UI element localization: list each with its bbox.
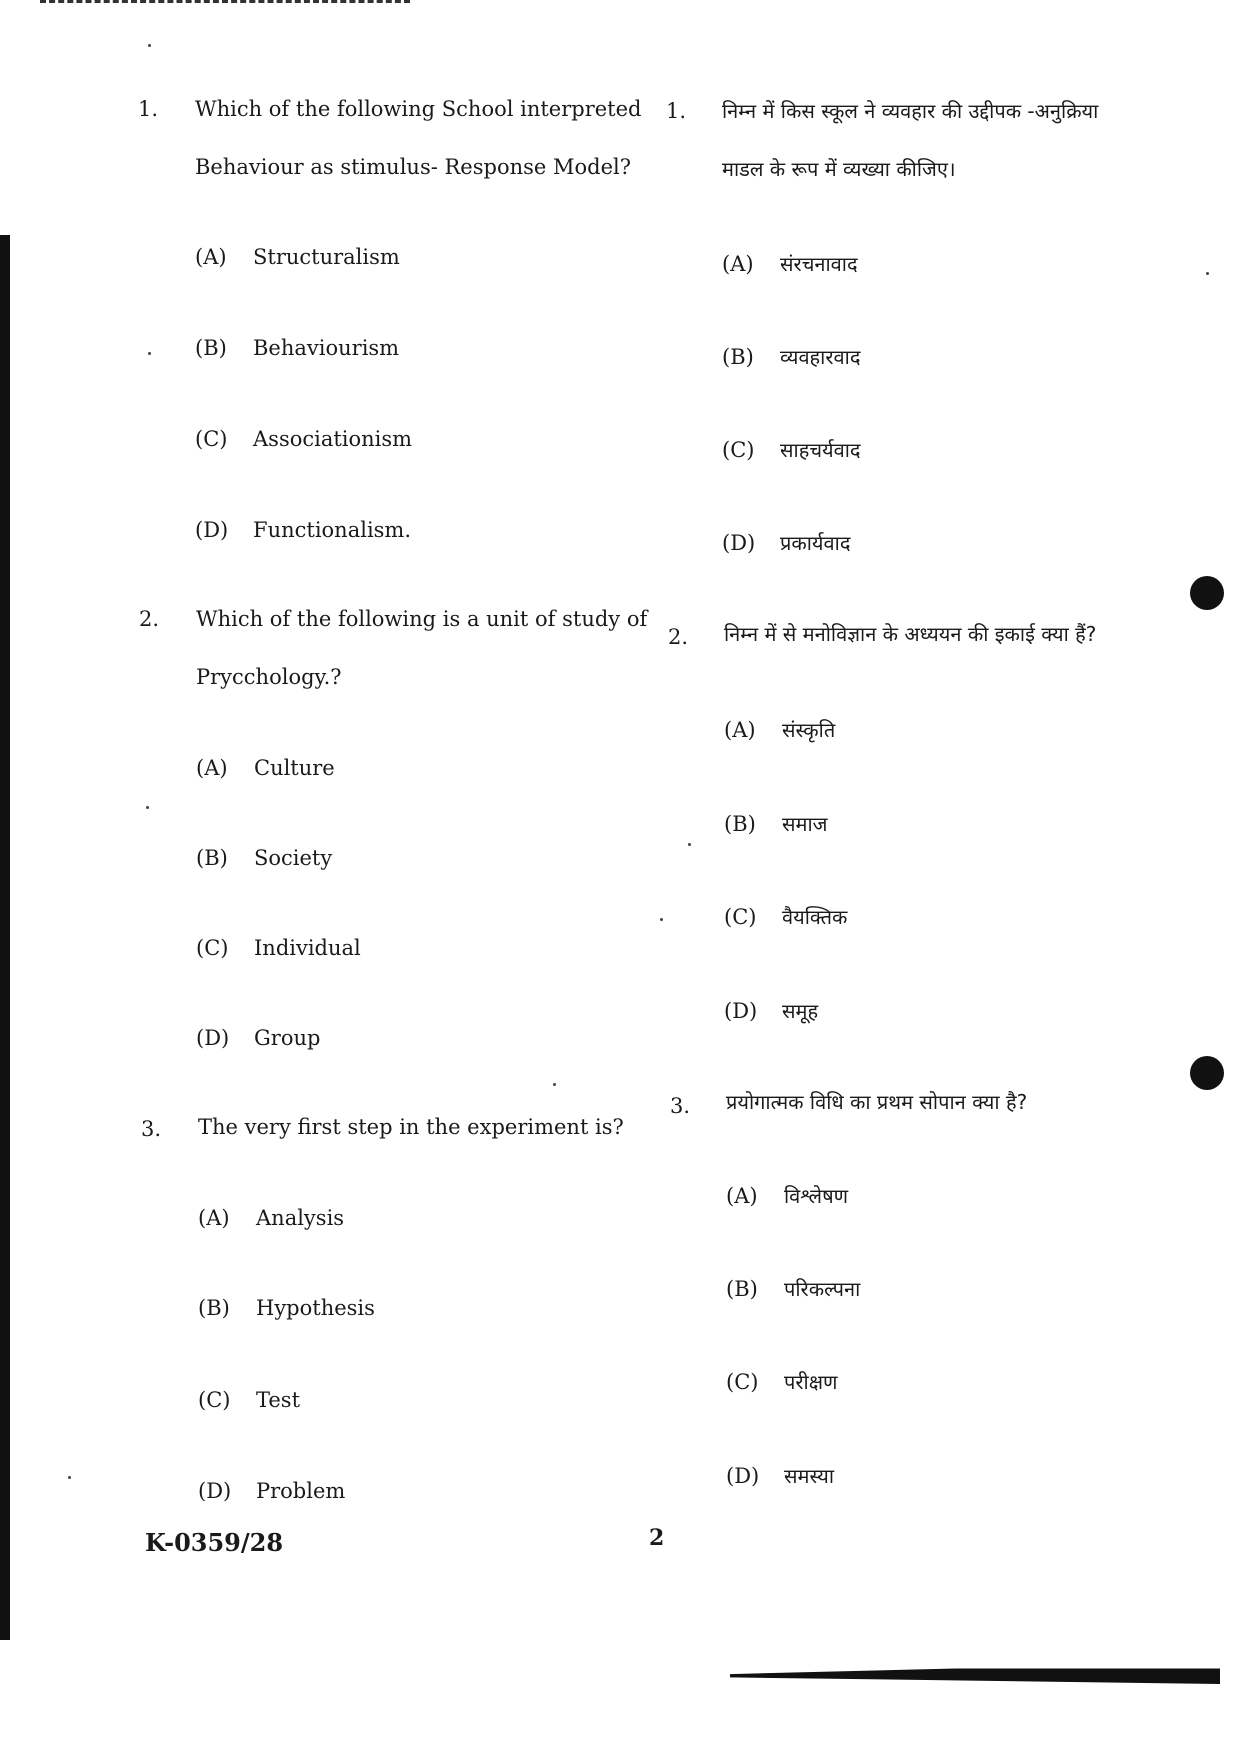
option	[195, 336, 399, 360]
option	[722, 250, 858, 277]
option-letter: (C)	[726, 1370, 759, 1394]
option	[724, 903, 847, 930]
option-letter: (B)	[196, 846, 228, 870]
scan-speck	[553, 1083, 556, 1086]
option-text: Functionalism.	[253, 518, 412, 542]
option	[724, 716, 835, 743]
question-number: 3.	[670, 1094, 691, 1118]
question-text: Which of the following is a unit of study of	[196, 607, 648, 631]
option	[196, 846, 332, 870]
option-letter: (A)	[198, 1206, 230, 1230]
option	[726, 1182, 848, 1209]
option	[196, 936, 361, 960]
option-text: Test	[256, 1388, 301, 1412]
option	[195, 518, 411, 542]
option-text: परीक्षण	[784, 1370, 838, 1394]
option-text: वैयक्तिक	[782, 905, 848, 929]
option-text: Hypothesis	[256, 1296, 375, 1320]
option-text: Behaviourism	[253, 336, 400, 360]
option	[195, 245, 400, 269]
option-letter: (D)	[196, 1026, 230, 1050]
question-number: 2.	[139, 607, 160, 631]
option-text: विश्लेषण	[784, 1184, 849, 1208]
question-number: 3.	[141, 1117, 162, 1141]
option	[195, 427, 412, 451]
question-text: निम्न में से मनोविज्ञान के अध्ययन की इकाई क्या हैं?	[724, 622, 1097, 646]
option-letter: (A)	[196, 756, 228, 780]
option-letter: (C)	[724, 905, 757, 929]
scan-edge-bar	[0, 235, 10, 1640]
option-text: Society	[254, 846, 333, 870]
option-letter: (B)	[726, 1277, 758, 1301]
option-text: प्रकार्यवाद	[780, 531, 851, 555]
option-letter: (B)	[722, 345, 754, 369]
page-number: 2	[649, 1525, 665, 1551]
question-number: 1.	[666, 99, 687, 123]
option	[196, 1026, 320, 1050]
scan-speck	[146, 806, 149, 809]
option-text: व्यवहारवाद	[780, 345, 861, 369]
scan-speck	[148, 44, 151, 47]
option-text: Problem	[256, 1479, 346, 1503]
option-text: Culture	[254, 756, 335, 780]
question-text: Which of the following School interpreted	[195, 97, 642, 121]
option-text: Group	[254, 1026, 321, 1050]
question-text: Prycchology.?	[196, 665, 342, 689]
option-letter: (A)	[195, 245, 227, 269]
option	[196, 756, 335, 780]
option-letter: (C)	[198, 1388, 231, 1412]
option	[726, 1368, 838, 1395]
question-number: 2.	[668, 625, 689, 649]
paper-code: K-0359/28	[145, 1528, 284, 1557]
option-letter: (C)	[722, 438, 755, 462]
option	[198, 1479, 345, 1503]
option-text: संस्कृति	[782, 718, 836, 742]
option-letter: (B)	[198, 1296, 230, 1320]
option	[722, 343, 860, 370]
option	[726, 1275, 860, 1302]
option-letter: (D)	[726, 1464, 760, 1488]
scan-speck	[1206, 272, 1209, 275]
question-text: The very first step in the experiment is?	[198, 1115, 624, 1139]
question-text: निम्न में किस स्कूल ने व्यवहार की उद्दीपक -अनुक्रिया	[722, 99, 1099, 123]
question-text: प्रयोगात्मक विधि का प्रथम सोपान क्या है?	[726, 1090, 1028, 1114]
option-letter: (A)	[724, 718, 756, 742]
option	[724, 810, 828, 837]
option-letter: (D)	[195, 518, 229, 542]
option-text: परिकल्पना	[784, 1277, 861, 1301]
option-letter: (A)	[726, 1184, 758, 1208]
question-text: माडल के रूप में व्यख्या कीजिए।	[722, 157, 956, 181]
option-letter: (C)	[195, 427, 228, 451]
option	[198, 1388, 300, 1412]
option-text: समाज	[782, 812, 828, 836]
scan-speck	[148, 352, 151, 355]
option	[722, 436, 861, 463]
option-letter: (B)	[724, 812, 756, 836]
option-letter: (D)	[198, 1479, 232, 1503]
option-letter: (B)	[195, 336, 227, 360]
option	[198, 1206, 344, 1230]
option-text: साहचर्यवाद	[780, 438, 861, 462]
scan-speck	[68, 1476, 71, 1479]
option-letter: (D)	[724, 999, 758, 1023]
option	[726, 1462, 834, 1489]
punch-hole	[1190, 576, 1224, 610]
option-text: समूह	[782, 999, 819, 1023]
scan-speck	[660, 918, 663, 921]
option-text: Associationism	[253, 427, 413, 451]
option-text: संरचनावाद	[780, 252, 858, 276]
option-letter: (A)	[722, 252, 754, 276]
option-letter: (C)	[196, 936, 229, 960]
punch-hole	[1190, 1056, 1224, 1090]
option-letter: (D)	[722, 531, 756, 555]
question-text: Behaviour as stimulus- Response Model?	[195, 155, 631, 179]
question-number: 1.	[138, 97, 159, 121]
option-text: Analysis	[256, 1206, 345, 1230]
scan-speck	[688, 843, 691, 846]
option-text: Structuralism	[253, 245, 400, 269]
option	[724, 997, 818, 1024]
option	[722, 529, 850, 556]
option-text: Individual	[254, 936, 361, 960]
scan-edge-line	[40, 0, 410, 7]
option	[198, 1296, 375, 1320]
option-text: समस्या	[784, 1464, 835, 1488]
bottom-rule	[730, 1662, 1220, 1684]
